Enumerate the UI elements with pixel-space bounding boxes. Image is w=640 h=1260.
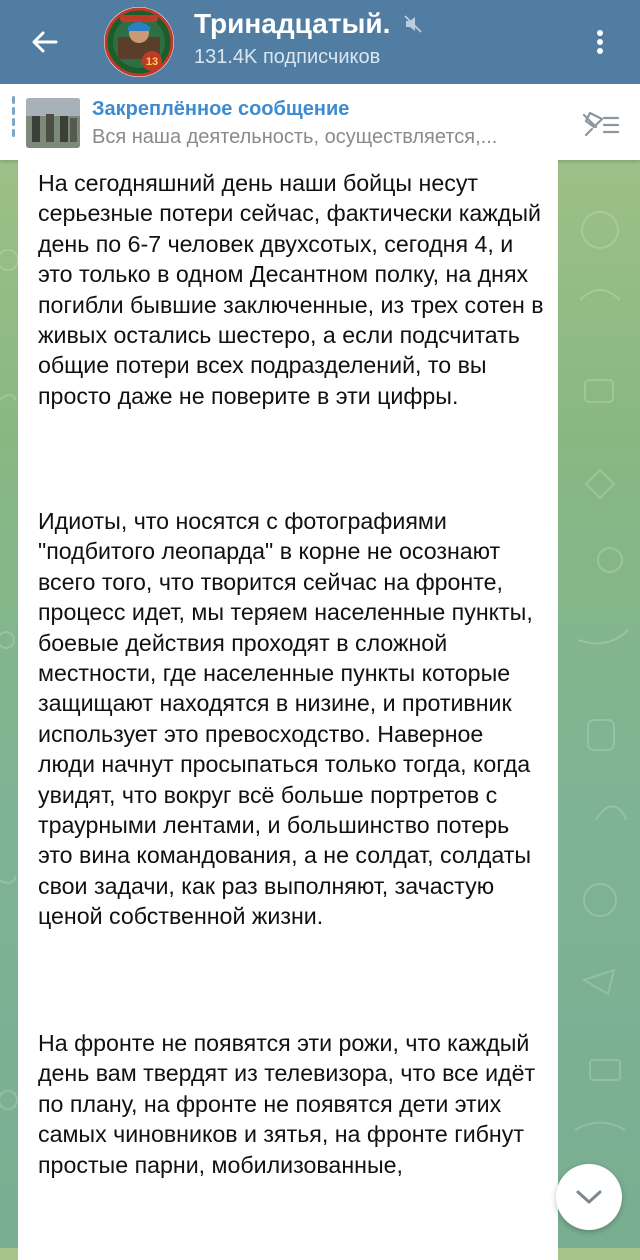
- pinned-list-button[interactable]: [576, 104, 624, 144]
- chevron-down-icon: [575, 1189, 603, 1205]
- more-vertical-icon: [596, 29, 604, 55]
- pinned-thumbnail: [26, 98, 80, 148]
- pinned-message-bar[interactable]: [0, 84, 640, 160]
- pinned-indicator: [12, 96, 15, 148]
- more-menu-button[interactable]: [586, 22, 614, 62]
- pinned-title: Закреплённое сообщение: [92, 98, 350, 120]
- muted-icon: [404, 15, 422, 33]
- svg-text:13: 13: [145, 56, 159, 68]
- channel-avatar-image: [104, 7, 174, 77]
- channel-title[interactable]: [194, 8, 422, 40]
- pinned-preview-text: Вся наша деятельность, осуществляется,...: [92, 126, 498, 148]
- message-bubble[interactable]: [18, 160, 558, 1260]
- arrow-left-icon: [30, 30, 58, 54]
- channel-title-text: Тринадцатый.: [194, 8, 391, 39]
- scroll-to-bottom-button[interactable]: [556, 1164, 622, 1230]
- subscriber-count: 131.4K подписчиков: [194, 46, 381, 68]
- message-paragraph: На фронте не появятся эти рожи, что каждый день вам твердят из телевизора, что все идёт по плану, на фронте не появятся дети этих самых чиновников и зятья, на фронте гибнут простые парни, мобилизованные,: [38, 1030, 536, 1178]
- message-paragraph: Идиоты, что носятся с фотографиями "подбитого леопарда" в корне не осознают всего того, что творится сейчас на фронте, процесс идет, мы теряем населенные пункты, боевые действия проходят в сложной местности, где населенные пункты которые защищают находятся в низине, и противник использует это превосходство. Наверное люди начнут просыпаться только тогда, когда увидят, что вокруг всё больше портретов с траурными лентами, и большинство потерь это вина командования, а не солдат, солдаты свои задачи, как раз выполняют, зачастую ценой собственной жизни.: [38, 508, 533, 930]
- channel-avatar[interactable]: [104, 7, 174, 77]
- chat-header: [0, 0, 640, 84]
- back-button[interactable]: [22, 22, 66, 62]
- message-paragraph: На сегодняшний день наши бойцы несут серьезные потери сейчас, фактически каждый день по 6-7 человек двухсотых, сегодня 4, и это только в одном Десантном полку, на днях погибли бывшие заключенные, из трех сотен в живых остались шестеро, а если подсчитать общие потери всех подразделений, то вы просто даже не поверите в эти цифры.: [38, 170, 544, 409]
- unpin-icon: [580, 109, 620, 139]
